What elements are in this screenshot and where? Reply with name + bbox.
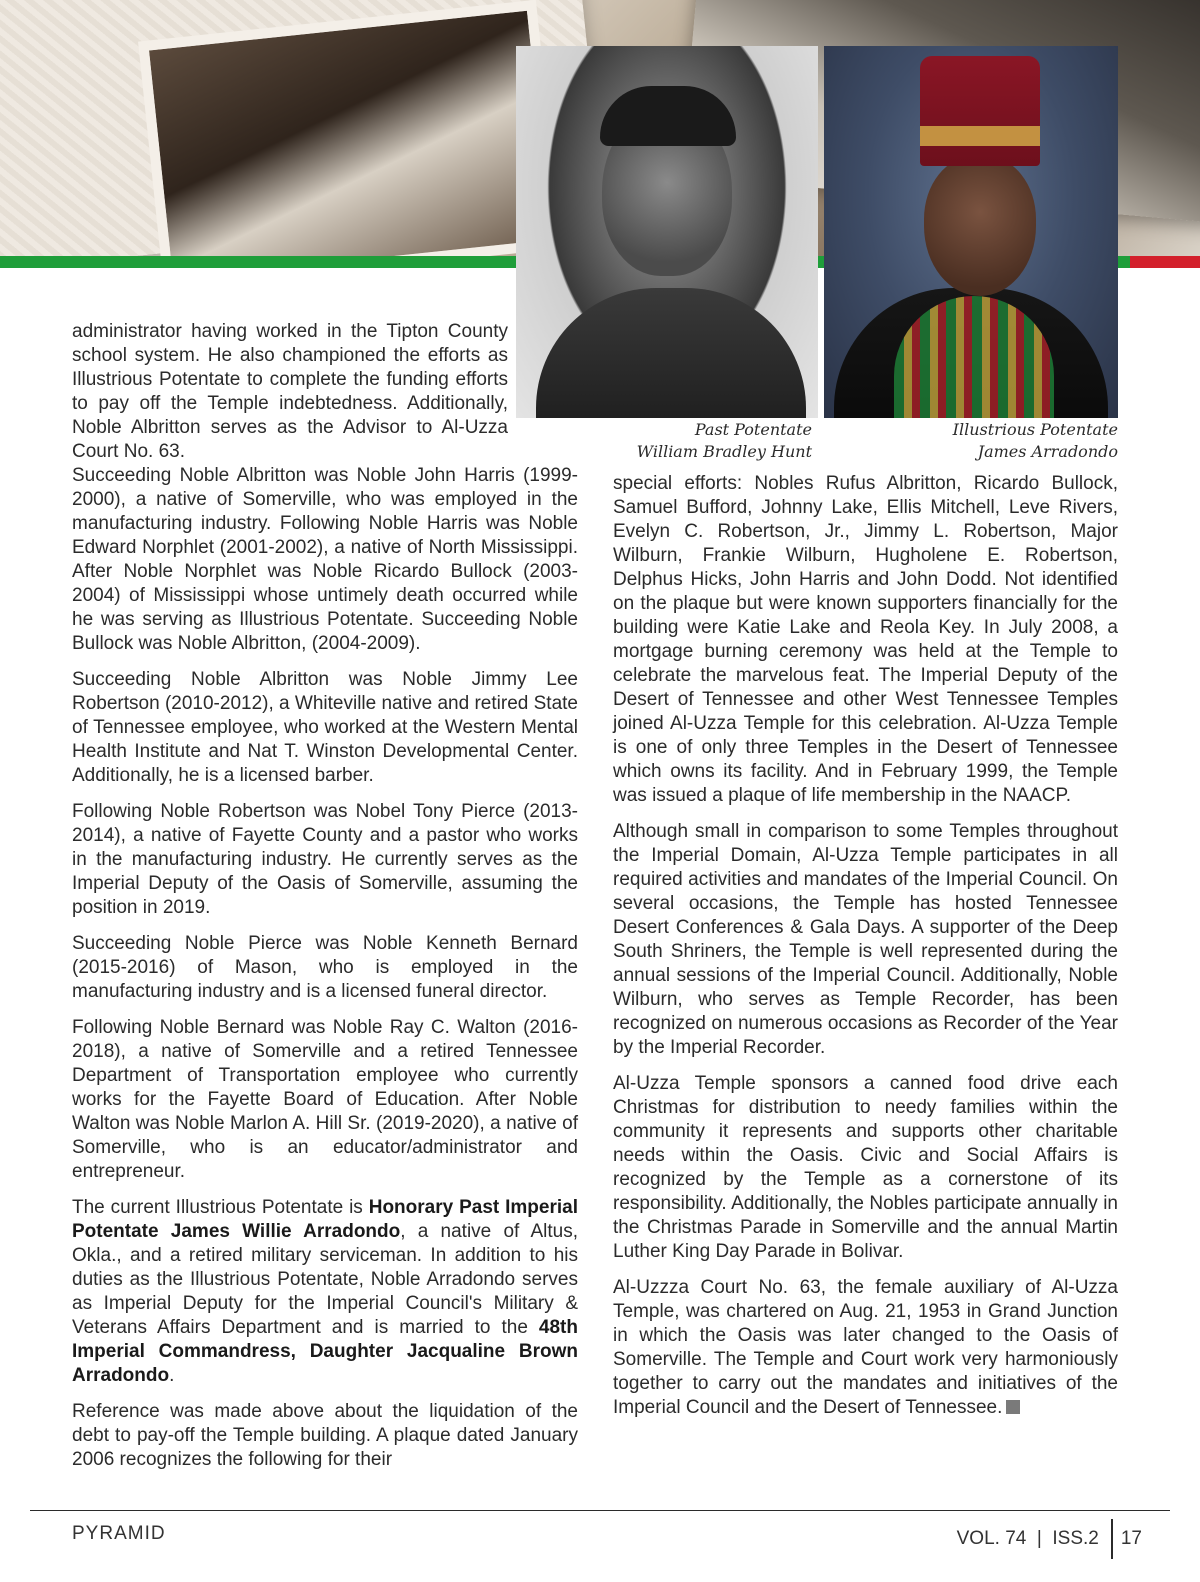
paragraph-text: administrator having worked in the Tipton County school system. He also championed the efforts as Illustrious Potentate to complete the funding efforts to pay off the Temple indebtedness. Additionally, Noble Albritton serves as the Advisor to Al-Uzza Court No. 63.	[72, 321, 508, 462]
article-paragraph	[613, 1276, 1118, 1420]
portrait-hair	[600, 86, 736, 146]
caption-illustrious-potentate	[880, 419, 1118, 463]
caption-title: Past Potentate	[694, 420, 812, 439]
article-paragraph	[72, 1196, 578, 1388]
portrait-fez-band	[920, 126, 1040, 146]
paragraph-text: , a native of Altus, Okla., and a retired military serviceman. In addition to his duties as the Illustrious Potentate, Noble Arradondo serves as Imperial Deputy for the Imperial Council's Military & Veterans Affairs Department and is married to the	[72, 1221, 578, 1338]
stripe-red	[1130, 256, 1200, 268]
paragraph-text: The current Illustrious Potentate is	[72, 1197, 369, 1218]
footer-separator	[1111, 1519, 1113, 1559]
footer-volume-issue: VOL. 74 | ISS.2	[956, 1528, 1099, 1549]
article-paragraph: Reference was made above about the liquidation of the debt to pay-off the Temple building. A plaque dated January 2006 recognizes the following for their	[72, 1401, 578, 1470]
bold-name: 48th Imperial Commandress, Daughter Jacqualine Brown Arradondo	[72, 1317, 578, 1386]
paragraph-text: Succeeding Noble Albritton was Noble John Harris (1999-2000), a native of Somerville, who was employed in the manufacturing industry. Following Noble Harris was Noble Edward Norphlet (2001-2002), a native of North Mississippi. After Noble Norphlet was Noble Ricardo Bullock (2003-2004) of Mississippi whose untimely death occurred while he was serving as Illustrious Potentate. Succeeding Noble Bullock was Noble Albritton, (2004-2009).	[72, 465, 578, 654]
article-right-column	[613, 472, 1118, 1432]
caption-name: William Bradley Hunt	[636, 442, 812, 461]
bold-name: Honorary Past Imperial Potentate James Willie Arradondo	[72, 1197, 578, 1242]
paragraph-text: Al-Uzzza Court No. 63, the female auxiliary of Al-Uzza Temple, was chartered on Aug. 21, 1953 in Grand Junction in which the Oasis was later changed to the Oasis of Somerville. The Temple and Court work very harmoniously together to carry out the mandates and initiatives of the Imperial Council and the Desert of Tennessee.	[613, 1277, 1118, 1418]
portrait-fez	[920, 56, 1040, 166]
page-number: 17	[1120, 1528, 1142, 1549]
footer-issue-info	[957, 1519, 1142, 1559]
caption-past-potentate	[560, 419, 812, 463]
vintage-photo-inner	[138, 0, 562, 256]
footer-publication: PYRAMID	[72, 1523, 166, 1544]
caption-name: James Arradondo	[977, 442, 1118, 461]
article-paragraph: Al-Uzza Temple sponsors a canned food drive each Christmas for distribution to needy families within the community it represents and supports other charitable needs within the Oasis. Civic and Social Affairs is recognized by the Temple as a cornerstone of its responsibility. Additionally, the Nobles participate annually in the Christmas Parade in Somerville and the annual Martin Luther King Day Parade in Bolivar.	[613, 1073, 1118, 1262]
article-paragraph: Following Noble Robertson was Nobel Tony Pierce (2013-2014), a native of Fayette County and a pastor who works in the manufacturing industry. He currently serves as the Imperial Deputy of the Oasis of Somerville, assuming the position in 2019.	[72, 801, 578, 918]
article-paragraph: Succeeding Noble Pierce was Noble Kenneth Bernard (2015-2016) of Mason, who is employed in the manufacturing industry and is a licensed funeral director.	[72, 933, 578, 1002]
portrait-james-arradondo	[824, 46, 1118, 418]
caption-title: Illustrious Potentate	[952, 420, 1118, 439]
end-of-article-square-icon	[1006, 1400, 1020, 1414]
article-paragraph: special efforts: Nobles Rufus Albritton, Ricardo Bullock, Samuel Bufford, Johnny Lake, Ellis Mitchell, Leve Rivers, Evelyn C. Robertson, Jr., Jimmy L. Robertson, Major Wilburn, Frankie Wilburn, Hugholene E. Robertson, Delphus Hicks, John Harris and John Dodd. Not identified on the plaque but were known supporters financially for the building were Katie Lake and Reola Key. In July 2008, a mortgage burning ceremony was held at the Temple to celebrate the marvelous feat. The Imperial Deputy of the Desert of Tennessee and other West Tennessee Temples joined Al-Uzza Temple for this celebration. Al-Uzza Temple is one of only three Temples in the Desert of Tennessee which owns its facility. And in February 1999, the Temple was issued a plaque of life membership in the NAACP.	[613, 473, 1118, 806]
portrait-face	[924, 156, 1036, 296]
article-paragraph	[72, 320, 578, 656]
paragraph-text: .	[169, 1365, 175, 1386]
article-paragraph: Following Noble Bernard was Noble Ray C. Walton (2016-2018), a native of Somerville and a retired Tennessee Department of Transportation employee who currently works for the Fayette Board of Education. After Noble Walton was Noble Marlon A. Hill Sr. (2019-2020), a native of Somerville, who is an educator/administrator and entrepreneur.	[72, 1017, 578, 1182]
article-left-column	[72, 320, 578, 1484]
footer-divider	[30, 1510, 1170, 1511]
article-paragraph: Although small in comparison to some Temples throughout the Imperial Domain, Al-Uzza Temple participates in all required activities and mandates of the Imperial Council. On several occasions, the Temple has hosted Tennessee Desert Conferences & Gala Days. A supporter of the Deep South Shriners, the Temple is well represented during the annual sessions of the Imperial Council. Additionally, Noble Wilburn, who serves as Temple Recorder, has been recognized on numerous occasions as Recorder of the Year by the Imperial Recorder.	[613, 821, 1118, 1058]
article-paragraph: Succeeding Noble Albritton was Noble Jimmy Lee Robertson (2010-2012), a Whiteville native and retired State of Tennessee employee, who worked at the Western Mental Health Institute and Nat T. Winston Developmental Center. Additionally, he is a licensed barber.	[72, 669, 578, 786]
